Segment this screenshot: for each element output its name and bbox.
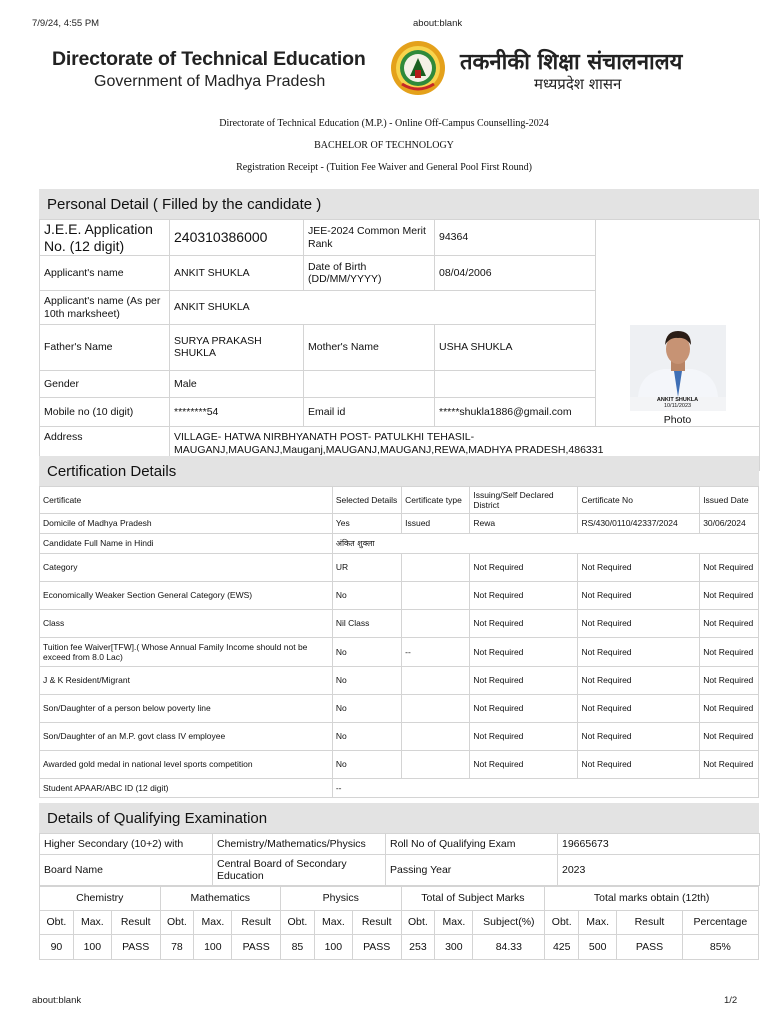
marks-value: 100: [314, 935, 352, 960]
marks-value: PASS: [111, 935, 160, 960]
cert-cell: Not Required: [700, 582, 759, 610]
marks-value: 90: [40, 935, 74, 960]
print-datetime: 7/9/24, 4:55 PM: [32, 18, 100, 29]
gender-label: Gender: [40, 370, 170, 398]
marks-subheader: Max.: [435, 911, 473, 935]
marks-group-header: Physics: [281, 887, 402, 911]
marks-group-header: Mathematics: [160, 887, 281, 911]
marks-value: 500: [579, 935, 617, 960]
cert-cell: Not Required: [578, 667, 700, 695]
cert-cell: Class: [40, 610, 333, 638]
cert-cell: Not Required: [700, 638, 759, 667]
cert-cell: UR: [332, 554, 401, 582]
cert-cell: Not Required: [578, 582, 700, 610]
certification-row: [40, 667, 759, 695]
certification-row: [40, 695, 759, 723]
qualifying-section: [39, 803, 759, 960]
marks-table: [39, 886, 759, 960]
cert-cell: No: [332, 667, 401, 695]
banner-subtitle-en: Government of Madhya Pradesh: [94, 73, 326, 90]
email-label: Email id: [304, 398, 435, 427]
marks-value: 300: [435, 935, 473, 960]
cert-cell: Not Required: [578, 723, 700, 751]
certification-row: [40, 610, 759, 638]
banner-title-hi: तकनीकी शिक्षा संचालनालय: [460, 50, 683, 75]
cert-cell: [402, 667, 470, 695]
cert-cell: Category: [40, 554, 333, 582]
photo-caption-date: 10/11/2023: [663, 402, 692, 409]
photo-cell: [596, 325, 760, 427]
father-label: Father's Name: [40, 325, 170, 371]
cert-cell: Candidate Full Name in Hindi: [40, 534, 333, 554]
cert-cell: अंकित शुक्ला: [332, 534, 758, 554]
cert-cell: Not Required: [470, 638, 578, 667]
address-value: VILLAGE- HATWA NIRBHYANATH POST- PATULKHI TEHASIL- MAUGANJ,MAUGANJ,Mauganj,MAUGANJ,MAUGANJ,REWA,MADHYA PRADESH,486331: [170, 427, 760, 471]
marks-subheader: Obt.: [281, 911, 315, 935]
year-label: Passing Year: [386, 855, 558, 886]
dob-value: 08/04/2006: [435, 256, 596, 291]
marks-subheader: Max.: [579, 911, 617, 935]
cert-cell: No: [332, 751, 401, 779]
certification-title: Certification Details: [39, 456, 759, 486]
cert-cell: Not Required: [700, 667, 759, 695]
marks-subheader: Subject(%): [473, 911, 545, 935]
marks-subheader: Result: [352, 911, 401, 935]
cert-header-cell: Selected Details: [332, 487, 401, 514]
marks-group-header: Chemistry: [40, 887, 161, 911]
marks-subheader: Max.: [73, 911, 111, 935]
applicant-name-value: ANKIT SHUKLA: [170, 256, 304, 291]
mobile-label: Mobile no (10 digit): [40, 398, 170, 427]
print-title: about:blank: [413, 18, 463, 29]
certification-row: [40, 779, 759, 798]
cert-cell: Economically Weaker Section General Category (EWS): [40, 582, 333, 610]
cert-cell: Not Required: [700, 751, 759, 779]
address-label: Address: [40, 427, 170, 471]
cert-header-cell: Certificate No: [578, 487, 700, 514]
cert-cell: Not Required: [578, 638, 700, 667]
jee-label: J.E.E. Application No. (12 digit): [40, 220, 170, 256]
board-label: Board Name: [40, 855, 213, 886]
cert-cell: Son/Daughter of an M.P. govt class IV employee: [40, 723, 333, 751]
receipt-line-3: Registration Receipt - (Tuition Fee Waiver and General Pool First Round): [236, 162, 532, 173]
qualifying-table-top: [39, 833, 760, 886]
certification-table: [39, 486, 759, 798]
certification-row: [40, 554, 759, 582]
cert-cell: Not Required: [578, 695, 700, 723]
board-value: Central Board of Secondary Education: [213, 855, 386, 886]
marks-subheader: Obt.: [160, 911, 194, 935]
print-page-number: 1/2: [724, 995, 738, 1006]
marks-group-header: Total marks obtain (12th): [545, 887, 759, 911]
receipt-line-1: Directorate of Technical Education (M.P.) - Online Off-Campus Counselling-2024: [219, 118, 549, 129]
marks-subheader: Max.: [314, 911, 352, 935]
rank-value: 94364: [435, 220, 596, 256]
photo-caption-name: ANKIT SHUKLA: [656, 396, 699, 403]
cert-cell: Tuition fee Waiver[TFW].( Whose Annual Family Income should not be exceed from 8.0 Lac): [40, 638, 333, 667]
cert-cell: RS/430/0110/42337/2024: [578, 514, 700, 534]
cert-cell: Not Required: [470, 554, 578, 582]
print-footer-url: about:blank: [32, 995, 82, 1006]
cert-cell: No: [332, 695, 401, 723]
marks-value: PASS: [617, 935, 683, 960]
cert-cell: [402, 582, 470, 610]
cert-cell: Not Required: [578, 751, 700, 779]
cert-cell: Not Required: [470, 723, 578, 751]
marks-subheader: Result: [617, 911, 683, 935]
applicant-name-label: Applicant's name: [40, 256, 170, 291]
certification-row: [40, 582, 759, 610]
personal-detail-section: [39, 189, 759, 471]
cert-cell: Rewa: [470, 514, 578, 534]
marks-value: 85%: [682, 935, 758, 960]
marks-subheader: Percentage: [682, 911, 758, 935]
cert-cell: No: [332, 723, 401, 751]
email-value: *****shukla1886@gmail.com: [435, 398, 596, 427]
cert-cell: --: [332, 779, 758, 798]
hs-label: Higher Secondary (10+2) with: [40, 834, 213, 855]
marks-subheader: Obt.: [40, 911, 74, 935]
marks-subheader: Max.: [194, 911, 232, 935]
mp-govt-emblem-icon: [390, 40, 446, 96]
cert-cell: [402, 751, 470, 779]
cert-cell: Nil Class: [332, 610, 401, 638]
marks-value: 84.33: [473, 935, 545, 960]
cert-header-cell: Certificate type: [402, 487, 470, 514]
cert-header-cell: Certificate: [40, 487, 333, 514]
cert-cell: Not Required: [700, 554, 759, 582]
marks-value: 425: [545, 935, 579, 960]
cert-cell: Not Required: [470, 695, 578, 723]
marks-subheader: Obt.: [545, 911, 579, 935]
year-value: 2023: [558, 855, 760, 886]
marks-value: 100: [73, 935, 111, 960]
cert-cell: No: [332, 582, 401, 610]
certification-row: [40, 514, 759, 534]
marks-subheader: Result: [111, 911, 160, 935]
cert-cell: Student APAAR/ABC ID (12 digit): [40, 779, 333, 798]
cert-cell: No: [332, 638, 401, 667]
roll-value: 19665673: [558, 834, 760, 855]
roll-label: Roll No of Qualifying Exam: [386, 834, 558, 855]
receipt-line-2: BACHELOR OF TECHNOLOGY: [314, 140, 454, 151]
name10-label: Applicant's name (As per 10th marksheet): [40, 291, 170, 325]
cert-cell: Not Required: [578, 554, 700, 582]
marks-value: 100: [194, 935, 232, 960]
hs-value: Chemistry/Mathematics/Physics: [213, 834, 386, 855]
dob-label: Date of Birth (DD/MM/YYYY): [304, 256, 435, 291]
banner-title-en: Directorate of Technical Education: [52, 48, 366, 70]
cert-cell: --: [402, 638, 470, 667]
header-banner: [52, 40, 732, 98]
cert-cell: Not Required: [470, 582, 578, 610]
cert-cell: Son/Daughter of a person below poverty line: [40, 695, 333, 723]
cert-cell: J & K Resident/Migrant: [40, 667, 333, 695]
certification-section: [39, 456, 759, 798]
cert-cell: [402, 554, 470, 582]
marks-value: PASS: [352, 935, 401, 960]
mobile-value: ********54: [170, 398, 304, 427]
cert-header-cell: Issued Date: [700, 487, 759, 514]
father-value: SURYA PRAKASH SHUKLA: [170, 325, 304, 371]
marks-value: 85: [281, 935, 315, 960]
cert-cell: Not Required: [470, 667, 578, 695]
mother-label: Mother's Name: [304, 325, 435, 371]
cert-cell: Not Required: [470, 610, 578, 638]
marks-subheader: Obt.: [401, 911, 435, 935]
cert-cell: 30/06/2024: [700, 514, 759, 534]
cert-cell: Not Required: [700, 723, 759, 751]
marks-group-header: Total of Subject Marks: [401, 887, 545, 911]
qualifying-title: Details of Qualifying Examination: [39, 803, 759, 833]
cert-header-cell: Issuing/Self Declared District: [470, 487, 578, 514]
cert-cell: Not Required: [700, 610, 759, 638]
cert-cell: Not Required: [578, 610, 700, 638]
certification-row: [40, 723, 759, 751]
personal-detail-title: Personal Detail ( Filled by the candidate ): [39, 189, 759, 219]
marks-value: 253: [401, 935, 435, 960]
cert-cell: [402, 723, 470, 751]
cert-cell: Awarded gold medal in national level sports competition: [40, 751, 333, 779]
gender-value: Male: [170, 370, 304, 398]
cert-cell: Not Required: [470, 751, 578, 779]
jee-value: 240310386000: [170, 220, 304, 256]
certification-row: [40, 751, 759, 779]
banner-subtitle-hi: मध्यप्रदेश शासन: [534, 75, 622, 93]
certification-row: [40, 534, 759, 554]
mother-value: USHA SHUKLA: [435, 325, 596, 371]
rank-label: JEE-2024 Common Merit Rank: [304, 220, 435, 256]
cert-cell: Issued: [402, 514, 470, 534]
photo-label: Photo: [663, 413, 692, 426]
candidate-photo: [630, 325, 726, 411]
cert-cell: [402, 610, 470, 638]
certification-row: [40, 638, 759, 667]
cert-cell: Domicile of Madhya Pradesh: [40, 514, 333, 534]
candidate-photo-image: [630, 325, 726, 397]
marks-value: PASS: [232, 935, 281, 960]
cert-cell: Not Required: [700, 695, 759, 723]
name10-value: ANKIT SHUKLA: [170, 291, 596, 325]
marks-subheader: Result: [232, 911, 281, 935]
personal-detail-table: [39, 219, 760, 471]
marks-value: 78: [160, 935, 194, 960]
cert-cell: Yes: [332, 514, 401, 534]
cert-cell: [402, 695, 470, 723]
certification-header-row: [40, 487, 759, 514]
